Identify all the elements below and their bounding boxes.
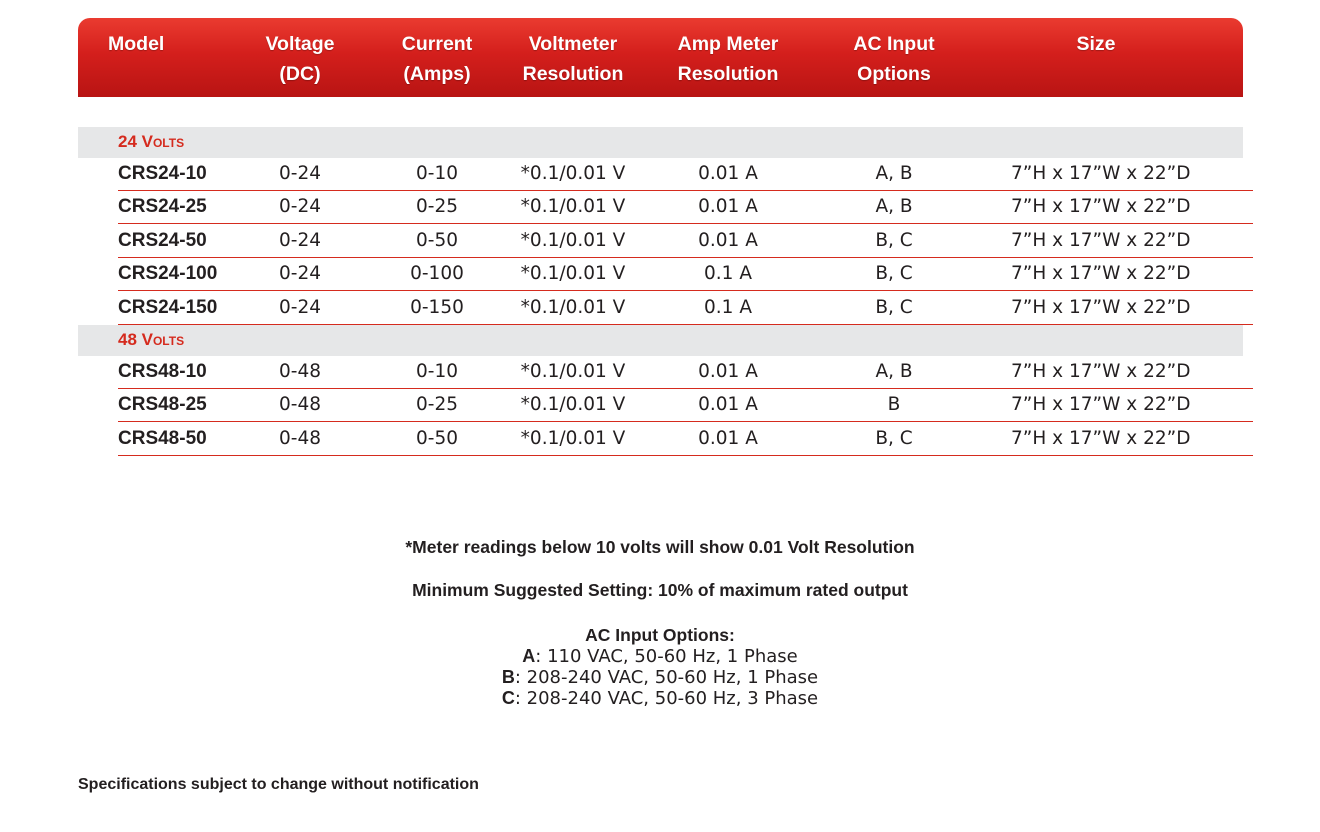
cell-current: 0-150 — [410, 297, 464, 318]
table-row — [118, 225, 1253, 258]
cell-acinput: A, B — [875, 163, 913, 184]
table-row — [118, 158, 1253, 191]
cell-ampmeter: 0.01 A — [698, 196, 758, 217]
cell-model: CRS24-150 — [118, 297, 218, 318]
ac-option-line — [0, 667, 1320, 688]
min-setting-text: Minimum Suggested Setting: 10% of maximum rated output — [412, 580, 908, 600]
cell-voltage: 0-48 — [279, 394, 321, 415]
ac-option-text: : 110 VAC, 50-60 Hz, 1 Phase — [535, 646, 798, 667]
cell-voltmeter: *0.1/0.01 V — [520, 163, 626, 184]
cell-acinput: B, C — [875, 230, 913, 251]
ac-option-letter: A — [522, 646, 536, 666]
cell-voltage: 0-48 — [279, 428, 321, 449]
cell-voltage: 0-24 — [279, 196, 321, 217]
ac-options-title: AC Input Options: — [585, 625, 735, 645]
cell-current: 0-10 — [416, 163, 458, 184]
cell-size: 7”H x 17”W x 22”D — [1011, 163, 1191, 184]
cell-acinput: B, C — [875, 297, 913, 318]
cell-voltmeter: *0.1/0.01 V — [520, 297, 626, 318]
cell-size: 7”H x 17”W x 22”D — [1011, 196, 1191, 217]
table-row — [118, 389, 1253, 422]
table-row — [118, 258, 1253, 291]
cell-voltage: 0-24 — [279, 163, 321, 184]
ac-option-letter: C — [501, 688, 515, 708]
cell-acinput: B, C — [875, 428, 913, 449]
cell-voltage: 0-24 — [279, 297, 321, 318]
ac-option-line — [0, 646, 1320, 667]
cell-model: CRS24-100 — [118, 263, 218, 284]
cell-voltmeter: *0.1/0.01 V — [520, 230, 626, 251]
ac-options-list — [0, 646, 1320, 709]
cell-model: CRS48-50 — [118, 428, 207, 449]
cell-model: CRS24-25 — [118, 196, 207, 217]
cell-voltmeter: *0.1/0.01 V — [520, 394, 626, 415]
table-row — [118, 356, 1253, 389]
ac-option-letter: B — [501, 667, 515, 687]
cell-ampmeter: 0.01 A — [698, 428, 758, 449]
column-header-voltage: Voltage (DC) — [265, 33, 335, 85]
cell-ampmeter: 0.01 A — [698, 361, 758, 382]
cell-voltmeter: *0.1/0.01 V — [520, 428, 626, 449]
cell-current: 0-50 — [416, 428, 458, 449]
table-row — [118, 292, 1253, 325]
cell-acinput: B, C — [875, 263, 913, 284]
cell-ampmeter: 0.1 A — [704, 297, 752, 318]
meter-note — [0, 537, 1320, 558]
column-header-current: Current (Amps) — [401, 33, 473, 85]
ac-option-text: : 208-240 VAC, 50-60 Hz, 3 Phase — [514, 688, 819, 709]
section-header — [78, 325, 1243, 356]
table-header — [78, 18, 1243, 97]
column-header-acinput: AC Input Options — [853, 33, 935, 85]
cell-current: 0-50 — [416, 230, 458, 251]
cell-ampmeter: 0.1 A — [704, 263, 752, 284]
cell-size: 7”H x 17”W x 22”D — [1011, 297, 1191, 318]
cell-current: 0-25 — [416, 196, 458, 217]
cell-size: 7”H x 17”W x 22”D — [1011, 230, 1191, 251]
cell-size: 7”H x 17”W x 22”D — [1011, 394, 1191, 415]
cell-voltage: 0-48 — [279, 361, 321, 382]
cell-size: 7”H x 17”W x 22”D — [1011, 263, 1191, 284]
ac-options-block — [0, 624, 1320, 709]
column-header-ampmeter: Amp Meter Resolution — [677, 33, 779, 85]
cell-voltage: 0-24 — [279, 230, 321, 251]
footer-disclaimer: Specifications subject to change without notification — [78, 776, 479, 793]
cell-voltage: 0-24 — [279, 263, 321, 284]
column-header-model: Model — [108, 33, 165, 55]
cell-model: CRS48-25 — [118, 394, 207, 415]
section-label: 48 Volts — [118, 330, 185, 349]
column-header-voltmeter: Voltmeter Resolution — [522, 33, 624, 85]
cell-size: 7”H x 17”W x 22”D — [1011, 361, 1191, 382]
cell-ampmeter: 0.01 A — [698, 394, 758, 415]
column-header-size: Size — [1076, 33, 1116, 55]
meter-note-text: *Meter readings below 10 volts will show 0.01 Volt Resolution — [405, 537, 915, 557]
cell-current: 0-100 — [410, 263, 464, 284]
table-row — [118, 423, 1253, 456]
cell-acinput: A, B — [875, 361, 913, 382]
min-setting-note — [0, 580, 1320, 601]
cell-current: 0-25 — [416, 394, 458, 415]
cell-ampmeter: 0.01 A — [698, 230, 758, 251]
cell-model: CRS48-10 — [118, 361, 207, 382]
section-header — [78, 127, 1243, 158]
cell-acinput: B — [887, 394, 901, 415]
cell-acinput: A, B — [875, 196, 913, 217]
cell-model: CRS24-10 — [118, 163, 207, 184]
table-row — [118, 191, 1253, 224]
cell-current: 0-10 — [416, 361, 458, 382]
cell-size: 7”H x 17”W x 22”D — [1011, 428, 1191, 449]
cell-ampmeter: 0.01 A — [698, 163, 758, 184]
ac-option-line — [0, 688, 1320, 709]
cell-voltmeter: *0.1/0.01 V — [520, 361, 626, 382]
cell-voltmeter: *0.1/0.01 V — [520, 263, 626, 284]
section-label: 24 Volts — [118, 132, 185, 151]
cell-model: CRS24-50 — [118, 230, 207, 251]
cell-voltmeter: *0.1/0.01 V — [520, 196, 626, 217]
ac-option-text: : 208-240 VAC, 50-60 Hz, 1 Phase — [514, 667, 819, 688]
